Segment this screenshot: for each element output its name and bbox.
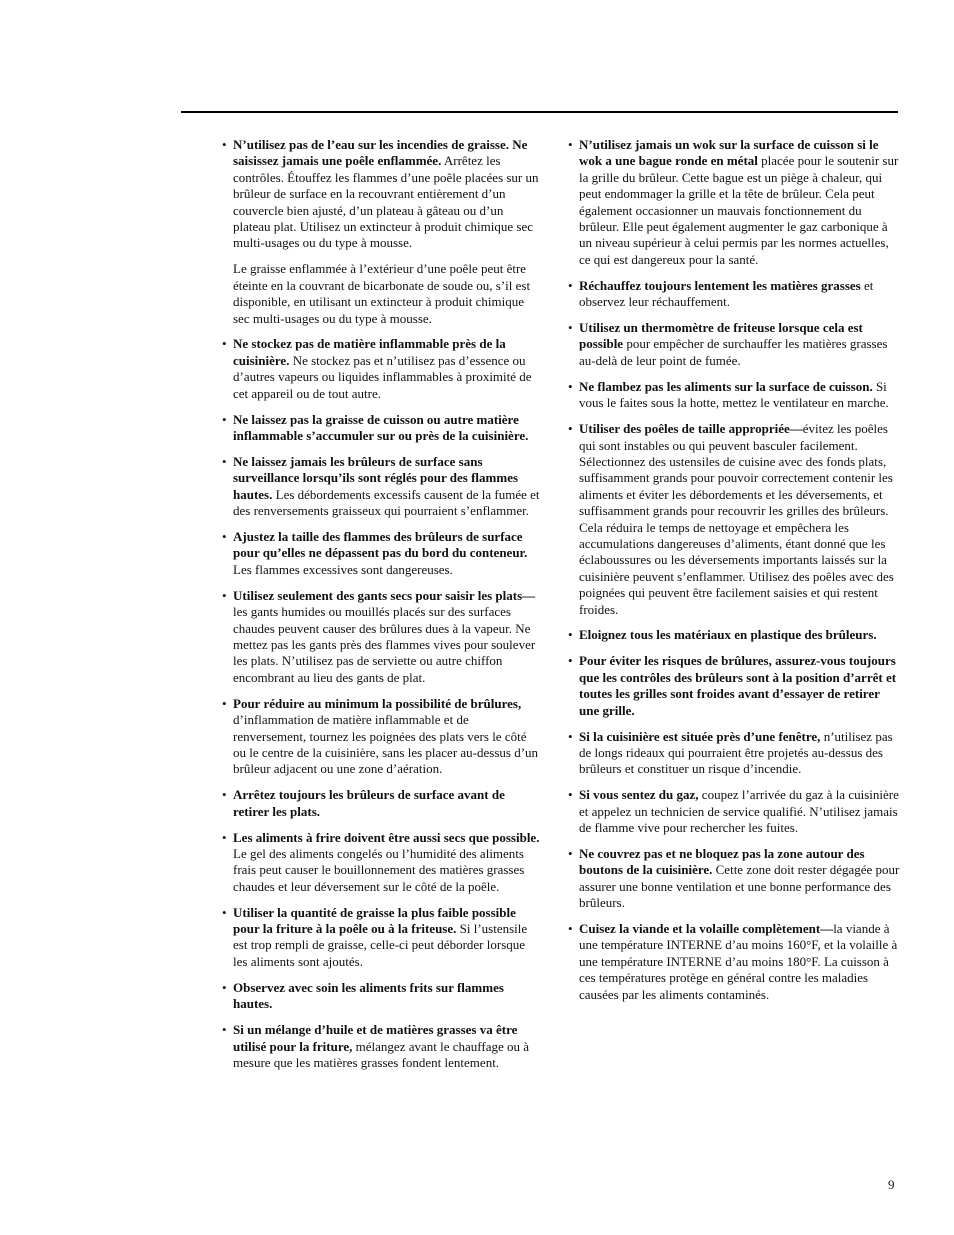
safety-item-heading: Ne couvrez pas et ne bloquez pas la zone autour des boutons de la cuisinière. — [579, 845, 865, 878]
safety-item-heading: Si vous sentez du gaz, — [579, 787, 699, 803]
safety-item — [222, 137, 542, 252]
top-rule — [181, 111, 898, 113]
safety-item-heading: Ne laissez pas la graisse de cuisson ou autre matière inflammable s’accumuler sur ou près de la cuisinière. — [233, 411, 529, 443]
safety-item-heading: Ne flambez pas les aliments sur la surface de cuisson. — [579, 378, 873, 394]
safety-item — [568, 921, 900, 1003]
safety-item-heading: Observez avec soin les aliments frits sur flammes hautes. — [233, 979, 504, 1012]
safety-item-text: d’inflammation de matière inflammable et de renversement, tournez les poignées des plats vers le côté ou le centre de la cuisinière, sans les placer au-dessus d’un brûleur adjacent ou une zone d’aération. — [233, 712, 539, 777]
safety-item-heading: N’utilisez pas de l’eau sur les incendies de graisse. Ne saisissez jamais une poêle enflammée. — [233, 137, 528, 169]
safety-item-text: Le gel des aliments congelés ou l’humidité des aliments frais peut causer le bouillonnement des matières grasses chaudes et leur déversement sur le côté de la poêle. — [233, 845, 525, 894]
safety-item-heading: N’utilisez jamais un wok sur la surface de cuisson si le wok a une bague ronde en métal — [579, 137, 879, 169]
safety-item — [222, 261, 542, 327]
left-column — [222, 137, 542, 1081]
safety-item-text: mélangez avant le chauffage ou à mesure que les matières grasses fondent lentement. — [233, 1038, 530, 1070]
safety-item-heading: Réchauffez toujours lentement les matières grasses — [579, 277, 861, 293]
safety-item — [222, 529, 542, 578]
safety-item-text: pour empêcher de surchauffer les matières grasses au-delà de leur point de fumée. — [579, 336, 888, 368]
safety-item-text: placée pour le soutenir sur la grille du brûleur. Cette bague est un piège à chaleur, qui peut endommager la grille et la tête de brûleur. Cela peut également occasionner un mauvais fonctionnement du brûleur. Elle peut également augmenter le gaz carbonique à un niveau supérieur à celui permis par les normes actuelles, ce qui est dangereux pour la santé. — [579, 153, 899, 267]
safety-item — [568, 278, 900, 311]
safety-item — [222, 454, 542, 520]
safety-item-heading: Cuisez la viande et la volaille complètement— — [579, 921, 834, 937]
safety-item-heading: Ne stockez pas de matière inflammable près de la cuisinière. — [233, 336, 506, 368]
safety-item-text: la viande à une température INTERNE d’au moins 160°F, et la volaille à une température INTERNE d’au moins 180°F. La cuisson à ces températures protège en général contre les maladies causées par les aliments contaminés. — [579, 921, 898, 1002]
safety-item — [222, 980, 542, 1013]
safety-item-heading: Ne laissez jamais les brûleurs de surface sans surveillance lorsqu’ils sont réglés pour des flammes hautes. — [233, 453, 519, 502]
safety-item-text: coupez l’arrivée du gaz à la cuisinière et appelez un technicien de service qualifié. N’utilisez jamais de flamme vive pour rechercher les fuites. — [579, 787, 899, 836]
safety-item-text: Le graisse enflammée à l’extérieur d’une poêle peut être éteinte en la couvrant de bicarbonate de soude ou, s’il est disponible, en utilisant un extincteur à produit chimique sec multi-usages ou du type à mousse. — [233, 261, 531, 326]
safety-item — [222, 336, 542, 402]
safety-item — [568, 729, 900, 778]
safety-item — [568, 787, 900, 836]
safety-item-text: n’utilisez pas de longs rideaux qui pourraient être projetés au-dessus des brûleurs et constituer un risque d’incendie. — [579, 728, 893, 777]
page-number: 9 — [888, 1177, 895, 1192]
safety-item-text: les gants humides ou mouillés placés sur des surfaces chaudes peuvent causer des brûlures dues à la vapeur. Ne mettez pas les gants près des flammes vives pour soulever les plats. N’utilisez pas de serviette ou autre chiffon encombrant au lieu des gants de plat. — [233, 604, 536, 685]
safety-item-text: Si vous le faites sous la hotte, mettez le ventilateur en marche. — [579, 378, 889, 411]
safety-item-text: Les flammes excessives sont dangereuses. — [233, 561, 453, 577]
safety-item — [568, 653, 900, 719]
safety-item — [222, 1022, 542, 1071]
safety-item — [568, 627, 900, 643]
safety-item — [222, 696, 542, 778]
safety-item-heading: Eloignez tous les matériaux en plastique des brûleurs. — [579, 627, 877, 643]
safety-item-text: Ne stockez pas et n’utilisez pas d’essence ou d’autres vapeurs ou liquides inflammables à proximité de cet appareil ou de tout autre. — [233, 352, 532, 401]
safety-item-text: Cette zone doit rester dégagée pour assurer une bonne ventilation et une bonne performance des brûleurs. — [579, 862, 900, 911]
safety-item — [568, 379, 900, 412]
safety-item — [222, 412, 542, 445]
safety-item — [222, 905, 542, 971]
safety-item — [568, 320, 900, 369]
safety-item-heading: Si un mélange d’huile et de matières grasses va être utilisé pour la friture, — [233, 1022, 518, 1054]
safety-item-heading: Pour réduire au minimum la possibilité de brûlures, — [233, 695, 522, 711]
safety-item-heading: Pour éviter les risques de brûlures, assurez-vous toujours que les contrôles des brûleurs sont à la position d’arrêt et toutes les grilles sont froides avant d’essayer de retirer une grille. — [579, 653, 897, 718]
safety-item-text: évitez les poêles qui sont instables ou qui peuvent basculer facilement. Sélectionnez des ustensiles de cuisine avec des fonds plats, suffisamment grands pour pouvoir correctement contenir les aliments et éviter les débordements et les déversements, et suffisamment grands pour recouvrir les grilles des brûleurs. Cela réduira le temps de nettoyage et empêchera les accumulations dangereuses d’aliments, étant donné que les éclaboussures ou les déversements importants laissés sur la cuisinière peuvent s’enflammer. Utilisez des poêles avec des poignées qui peuvent être facilement saisies et qui restent froides. — [579, 421, 894, 617]
right-column — [568, 137, 900, 1013]
safety-item-text: Arrêtez les contrôles. Étouffez les flammes d’une poêle placées sur un brûleur de surface en la recouvrant entièrement d’un couvercle bien ajusté, d’un plateau à gâteau ou d’un plateau plat. Utilisez un extincteur à produit chimique sec multi-usages ou du type à mousse. — [233, 153, 539, 251]
safety-item — [222, 830, 542, 896]
safety-item-heading: Les aliments à frire doivent être aussi secs que possible. — [233, 829, 540, 845]
safety-item-heading: Arrêtez toujours les brûleurs de surface avant de retirer les plats. — [233, 787, 505, 819]
safety-item — [568, 846, 900, 912]
safety-item-text: Si l’ustensile est trop rempli de graisse, celle-ci peut déborder lorsque les aliments sont ajoutés. — [233, 921, 528, 969]
safety-item — [568, 421, 900, 618]
safety-item-heading: Utiliser des poêles de taille appropriée— — [579, 421, 803, 437]
safety-item — [222, 787, 542, 820]
safety-item-heading: Si la cuisinière est située près d’une fenêtre, — [579, 728, 821, 744]
safety-item-text: et observez leur réchauffement. — [579, 277, 874, 310]
safety-item-heading: Utilisez seulement des gants secs pour saisir les plats— — [233, 587, 536, 603]
safety-item — [222, 588, 542, 686]
safety-item-heading: Utilisez un thermomètre de friteuse lorsque cela est possible — [579, 320, 863, 352]
safety-item-heading: Utiliser la quantité de graisse la plus faible possible pour la friture à la poêle ou à la friteuse. — [233, 904, 516, 937]
safety-item — [568, 137, 900, 268]
safety-item-text: Les débordements excessifs causent de la fumée et des renversements graisseux qui pourraient s’enflammer. — [233, 486, 540, 519]
safety-item-heading: Ajustez la taille des flammes des brûleurs de surface pour qu’elles ne dépassent pas du bord du conteneur. — [233, 529, 528, 561]
